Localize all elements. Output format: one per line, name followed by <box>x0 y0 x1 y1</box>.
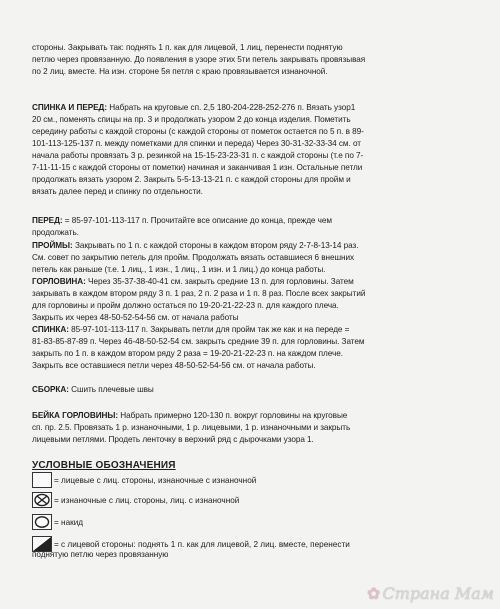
intro-line: стороны. Закрывать так: поднять 1 п. как для лицевой, 1 лиц, перенести поднятую <box>32 43 343 52</box>
paragraph-line: середину работы с каждой стороны (с каждой стороны от пометок остается по 5 п. в 89- <box>32 127 364 136</box>
section-heading: ПЕРЕД: <box>32 216 63 225</box>
paragraph-text: = 85-97-101-113-117 п. Прочитайте все описание до конца, прежде чем <box>62 216 332 225</box>
section-spinka-line <box>32 324 477 335</box>
paragraph-line: закрыть по 1 п. в каждом втором ряду 2 раза = 19-20-21-22-23 п. на каждом плече. <box>32 349 343 358</box>
section-gorlovina-line <box>32 276 477 287</box>
paragraph-line: 101-113-125-137 п. между пометками для спинки и переда) Через 30-31-32-33-34 см. от <box>32 139 361 148</box>
logo-text: Страна Мам <box>382 584 494 603</box>
empty-box-icon <box>32 472 52 488</box>
flower-icon: ✿ <box>367 584 381 603</box>
paragraph-line: См. совет по закрытию петель для пройм. Продолжать вязать оставшиеся 6 внешних <box>32 253 355 262</box>
paragraph-line: лицевыми петлями. Продеть ленточку в верхний ряд с дырочками узора 1. <box>32 435 314 444</box>
section-heading: ГОРЛОВИНА: <box>32 277 86 286</box>
legend-text: = накид <box>54 517 84 527</box>
paragraph-text: Закрывать по 1 п. с каждой стороны в каждом втором ряду 2-7-8-13-14 раз. <box>72 241 359 250</box>
paragraph-line: 20 см., поменять спицы на пр. 3 и продолжать узором 2 до конца изделия. Пометить <box>32 115 351 124</box>
paragraph-line: закрывать в каждом втором ряду 3 п. 1 раз, 2 п. 2 раза и 1 п. 8 раз. После всех закрытий <box>32 289 366 298</box>
intro-line: петлю через провязанную. До появления в узоре этих 5ти петель закрывать провязывая <box>32 55 366 64</box>
section-heading: СПИНКА: <box>32 325 69 334</box>
paragraph-text: 85-97-101-113-117 п. Закрывать петли для пройм так же как и на переде = <box>68 325 350 334</box>
section-heading: ПРОЙМЫ: <box>32 241 73 250</box>
section-proymy-line <box>32 240 477 251</box>
section-heading: СБОРКА: <box>32 385 69 394</box>
paragraph-line: Закрыть их через 48-50-52-54-56 см. от начала работы <box>32 313 239 322</box>
section-heading: СПИНКА И ПЕРЕД: <box>32 103 108 112</box>
paragraph-line: 7-11-11-15 с каждой стороны от пометки) начиная и заканчивая 1 изн. Остальные петли <box>32 163 363 172</box>
paragraph-line: Закрыть все оставшиеся петли через 48-50-52-54-56 см. от начала работы. <box>32 361 316 370</box>
paragraph-line: петель как раньше (т.е. 1 лиц., 1 изн., 1 лиц., 1 изн. и 1 лиц.) до конца работы. <box>32 265 326 274</box>
paragraph-line: продолжать. <box>32 228 79 237</box>
legend-title: УСЛОВНЫЕ ОБОЗНАЧЕНИЯ <box>32 460 176 471</box>
section-sborka-line <box>32 384 477 395</box>
section-pered-line <box>32 215 477 226</box>
section-heading: БЕЙКА ГОРЛОВИНЫ: <box>32 411 119 420</box>
intro-line: по 2 лиц. вместе. На изн. стороне 5я петля с краю провязывается изнаночной. <box>32 67 328 76</box>
paragraph-line: продолжать вязать узором 2. Закрыть 5-5-13-13-21 п. с каждой стороны для пройм и <box>32 175 351 184</box>
legend-text: = изнаночные с лиц. стороны, лиц. с изнаночной <box>54 495 240 505</box>
legend-item <box>32 492 239 508</box>
section-spina-pered-line <box>32 102 477 113</box>
site-logo <box>367 584 494 603</box>
paragraph-text: Набрать примерно 120-130 п. вокруг горловины на круговые <box>118 411 348 420</box>
paragraph-line: для горловины и пройм должно остаться по 19-20-21-22-23 п. для каждого плеча. <box>32 301 339 310</box>
paragraph-line: 81-83-85-87-89 п. Через 46-48-50-52-54 см. закрыть средние 39 п. для горловины. Затем <box>32 337 365 346</box>
legend-text: = лицевые с лиц. стороны, изнаночные с изнаночной <box>54 475 257 485</box>
paragraph-text: Сшить плечевые швы <box>68 385 154 394</box>
section-beyka-line <box>32 410 477 421</box>
legend-item <box>32 514 83 530</box>
paragraph-line: начала работы провязать 3 р. резинкой на 15-15-23-23-31 п. с каждой стороны (т.е по 7- <box>32 151 364 160</box>
paragraph-text: Через 35-37-38-40-41 см. закрыть средние 13 п. для горловины. Затем <box>85 277 354 286</box>
paragraph-text: Набрать на круговые сп. 2,5 180-204-228-252-276 п. Вязать узор1 <box>107 103 356 112</box>
legend-text-continuation: поднятую петлю через провязанную <box>32 550 169 559</box>
legend-text: = с лицевой стороны: поднять 1 п. как для лицевой, 2 лиц. вместе, перенести <box>54 539 350 549</box>
circle-box-icon <box>32 514 52 530</box>
legend-item <box>32 472 256 488</box>
paragraph-line: сп. пр. 2.5. Провязать 1 р. изнаночными, 1 р. лицевыми, 1 р. изнаночными и закрыть <box>32 423 351 432</box>
cross-circle-box-icon <box>32 492 52 508</box>
paragraph-line: вязать далее перед и спинку по отдельности. <box>32 187 203 196</box>
